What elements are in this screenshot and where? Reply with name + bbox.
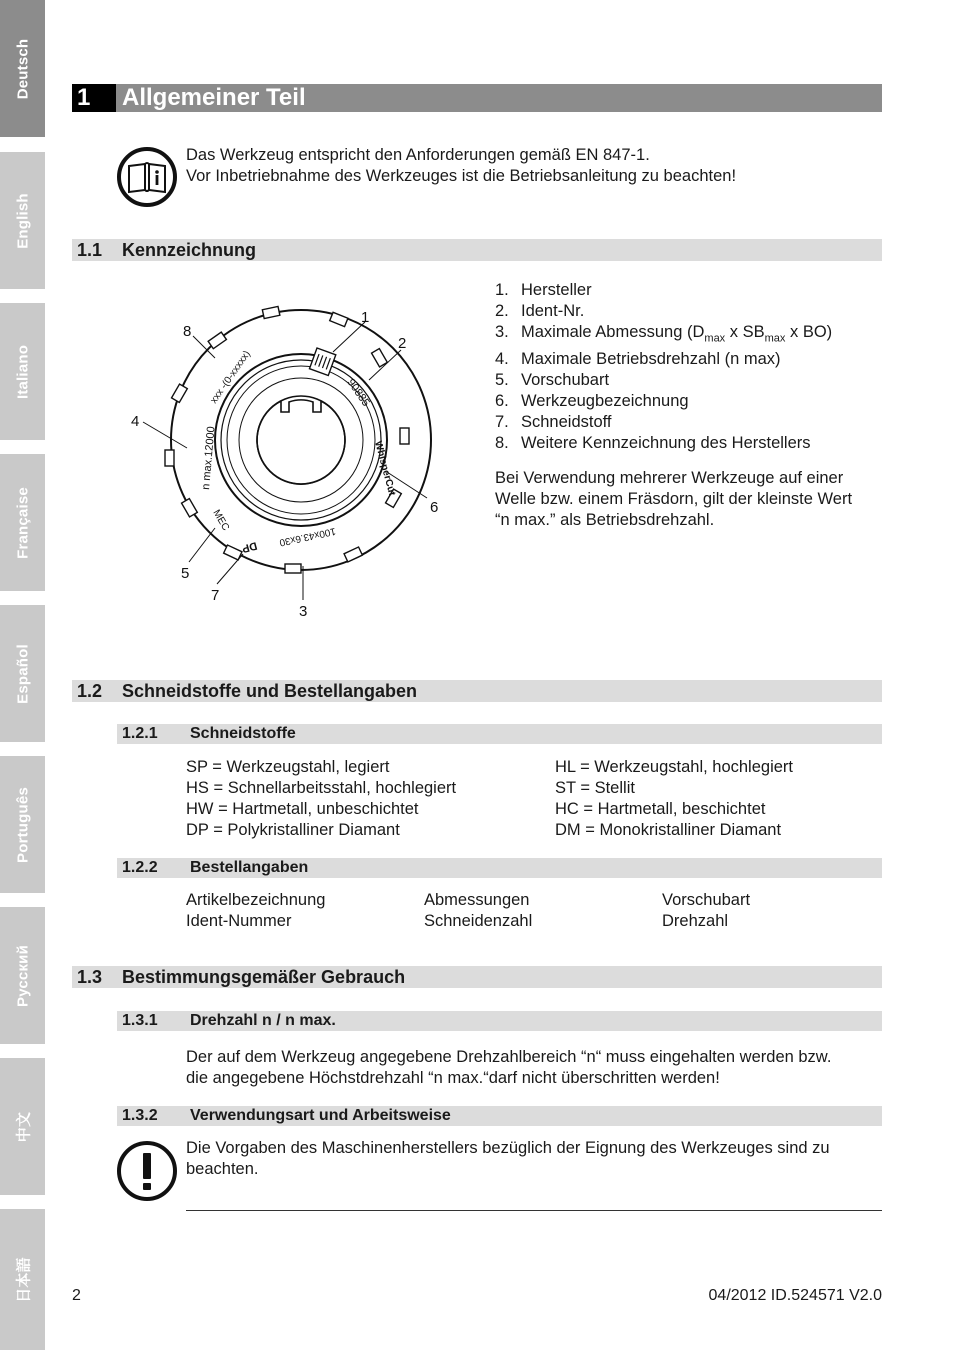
document-id: 04/2012 ID.524571 V2.0 [708, 1287, 882, 1304]
lang-tab-english[interactable]: English [0, 152, 45, 289]
multi-tool-note: Bei Verwendung mehrerer Werkzeuge auf einer Welle bzw. einem Fräsdorn, gilt der kleinste Wert “n max.” als Betriebsdrehzahl. [495, 469, 853, 529]
list-item: 4. Maximale Betriebsdrehzahl (n max) [495, 350, 781, 369]
ring-nmax: n max.12000 [200, 425, 218, 491]
callout-4: 4 [131, 413, 140, 430]
ring-brand: WhisperCut [372, 439, 398, 497]
lang-tab-italiano[interactable]: Italiano [0, 303, 45, 440]
section-divider [186, 1210, 882, 1211]
manual-info-icon [116, 146, 178, 208]
usage-text: Die Vorgaben des Maschinenherstellers bezüglich der Eignung des Werkzeuges sind zu beachten. [186, 1139, 830, 1178]
lang-tab-chinese[interactable]: 中文 [0, 1058, 45, 1195]
ring-text-top: xxx -(0-xxxxx) [208, 348, 253, 406]
callout-2: 2 [398, 335, 407, 352]
page-number: 2 [72, 1287, 81, 1304]
cutting-materials-right: HL = Werkzeugstahl, hochlegiert ST = Stellit HC = Hartmetall, beschichtet DM = Monokristalliner Diamant [555, 758, 794, 839]
lang-tab-francaise[interactable]: Française [0, 454, 45, 591]
order-info-col1: Artikelbezeichnung Ident-Nummer [186, 891, 326, 930]
section-1-1-header: 1.1 Kennzeichnung [72, 239, 882, 261]
section-1-3-1-header: 1.3.1 Drehzahl n / n max. [117, 1011, 882, 1031]
section-1-3-header: 1.3 Bestimmungsgemäßer Gebrauch [72, 966, 882, 988]
ring-ident: 90885 [344, 376, 372, 409]
speed-text: Der auf dem Werkzeug angegebene Drehzahlbereich “n“ muss eingehalten werden bzw. die angegebene Höchstdrehzahl “n max.“darf nicht überschritten werden! [186, 1048, 832, 1087]
order-info-col2: Abmessungen Schneidenzahl [424, 891, 533, 930]
chapter-header [72, 84, 882, 112]
list-item: 7. Schneidstoff [495, 413, 612, 432]
ring-dp: DP [240, 539, 259, 555]
cutting-materials-left: SP = Werkzeugstahl, legiert HS = Schnellarbeitsstahl, hochlegiert HW = Hartmetall, unbeschichtet DP = Polykristalliner Diamant [186, 758, 457, 839]
lang-tab-deutsch[interactable]: Deutsch [0, 0, 45, 137]
list-item: 3. Maximale Abmessung ($D_{max}$ x $SB_{max}$ x BO) [495, 323, 833, 345]
section-1-2-header: 1.2 Schneidstoffe und Bestellangaben [72, 680, 882, 702]
callout-1: 1 [361, 309, 370, 326]
list-item: 8. Weitere Kennzeichnung des Herstellers [495, 434, 811, 453]
chapter-title: Allgemeiner Teil [122, 84, 306, 111]
callout-8: 8 [183, 323, 192, 340]
lang-tab-russian[interactable]: Русский [0, 907, 45, 1044]
ring-mec: MEC [210, 508, 232, 533]
order-info-col3: Vorschubart Drehzahl [662, 891, 751, 930]
callout-7: 7 [211, 587, 220, 604]
section-1-2-2-header: 1.2.2 Bestellangaben [117, 858, 882, 878]
callout-3: 3 [299, 603, 308, 620]
lang-tab-japanese[interactable]: 日本語 [0, 1209, 45, 1350]
section-1-3-2-header: 1.3.2 Verwendungsart und Arbeitsweise [117, 1106, 882, 1126]
list-item: 2. Ident-Nr. [495, 302, 585, 320]
callout-6: 6 [430, 499, 439, 516]
lang-tab-portugues[interactable]: Português [0, 756, 45, 893]
list-item: 6. Werkzeugbezeichnung [495, 392, 689, 411]
chapter-number: 1 [72, 84, 116, 112]
section-1-2-1-header: 1.2.1 Schneidstoffe [117, 724, 882, 744]
tool-marking-diagram [125, 300, 445, 625]
list-item: 5. Vorschubart [495, 371, 610, 390]
warning-exclamation-icon [116, 1140, 178, 1202]
list-item: 1. Hersteller [495, 281, 592, 299]
intro-text: Das Werkzeug entspricht den Anforderungen gemäß EN 847-1. Vor Inbetriebnahme des Werkzeuges ist die Betriebsanleitung zu beachten! [186, 146, 737, 185]
marking-legend-list [495, 280, 832, 454]
callout-5: 5 [181, 565, 190, 582]
ring-dims: 100x43.6x30 [278, 525, 337, 548]
lang-tab-espanol[interactable]: Español [0, 605, 45, 742]
